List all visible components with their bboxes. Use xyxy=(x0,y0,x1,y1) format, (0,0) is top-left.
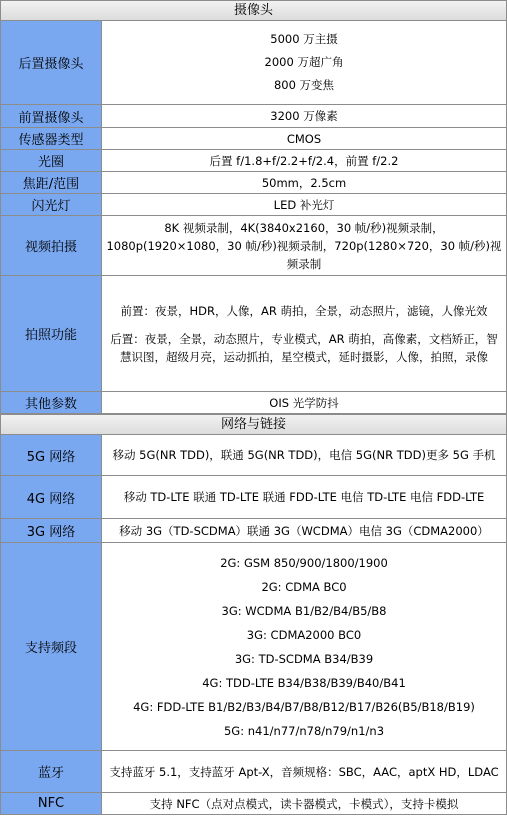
spec-value-line: LED 补光灯 xyxy=(273,197,335,212)
spec-value-line: 3G: TD-SCDMA B34/B39 xyxy=(234,651,374,666)
spec-label: 光圈 xyxy=(1,150,102,171)
spec-value xyxy=(102,216,506,275)
spec-label: 焦距/范围 xyxy=(1,172,102,193)
spec-value xyxy=(102,793,506,814)
spec-row-other-params xyxy=(0,392,507,414)
spec-value xyxy=(102,435,506,475)
spec-value-line: 2G: CDMA BC0 xyxy=(261,579,347,594)
section-header-network: 网络与链接 xyxy=(0,414,507,435)
spec-value-line: 后置：夜景，全景，动态照片，专业模式，AR 萌拍，高像素，文档矫正，智慧识图，超级月亮，运动抓拍，星空模式，延时摄影，人像，拍照，录像 xyxy=(110,331,498,364)
spec-value xyxy=(102,751,506,792)
spec-value-line: 支持蓝牙 5.1，支持蓝牙 Apt-X，音频规格：SBC，AAC，aptX HD，LDAC xyxy=(109,764,499,779)
spec-value-line: 4G: TDD-LTE B34/B38/B39/B40/B41 xyxy=(202,675,406,690)
spec-value-line: 8K 视频录制，4K(3840x2160，30 帧/秒)视频录制，1080p(1920×1080，30 帧/秒)视频录制，720p(1280×720，30 帧/秒)视频录制 xyxy=(106,220,502,271)
spec-label: 4G 网络 xyxy=(1,476,102,518)
spec-value-line: 移动 TD-LTE 联通 TD-LTE 联通 FDD-LTE 电信 TD-LTE 电信 FDD-LTE xyxy=(123,490,485,504)
spec-label: 3G 网络 xyxy=(1,519,102,542)
spec-label: 传感器类型 xyxy=(1,128,102,149)
spec-label: 后置摄像头 xyxy=(1,21,102,104)
spec-label: 5G 网络 xyxy=(1,435,102,475)
spec-value xyxy=(102,194,506,215)
spec-row-4g-network xyxy=(0,476,507,519)
spec-value xyxy=(102,21,506,104)
spec-value-line: 3G: WCDMA B1/B2/B4/B5/B8 xyxy=(221,603,387,618)
spec-value xyxy=(102,519,506,542)
spec-value-line: 2G: GSM 850/900/1800/1900 xyxy=(220,555,388,570)
spec-value xyxy=(102,276,506,391)
spec-label: 支持频段 xyxy=(1,543,102,750)
spec-value-line: 移动 5G(NR TDD)，联通 5G(NR TDD)，电信 5G(NR TDD)更多 5G 手机 xyxy=(112,448,496,462)
spec-row-front-camera xyxy=(0,105,507,128)
spec-row-video-recording xyxy=(0,216,507,276)
spec-label: 其他参数 xyxy=(1,392,102,413)
spec-value-line: 4G: FDD-LTE B1/B2/B3/B4/B7/B8/B12/B17/B26(B5/B18/B19) xyxy=(133,699,475,714)
spec-value xyxy=(102,128,506,149)
spec-row-nfc xyxy=(0,793,507,815)
spec-value xyxy=(102,172,506,193)
spec-value-line: 后置 f/1.8+f/2.2+f/2.4，前置 f/2.2 xyxy=(209,153,399,168)
spec-value xyxy=(102,105,506,127)
spec-value-line: 5G: n41/n77/n78/n79/n1/n3 xyxy=(223,723,385,738)
spec-row-sensor-type xyxy=(0,128,507,150)
spec-label: 蓝牙 xyxy=(1,751,102,792)
spec-row-bluetooth xyxy=(0,751,507,793)
spec-value-line: 2000 万超广角 xyxy=(264,55,344,69)
spec-value-line: 3200 万像素 xyxy=(270,109,338,123)
spec-label: 闪光灯 xyxy=(1,194,102,215)
spec-row-rear-camera xyxy=(0,21,507,105)
spec-row-frequency-bands xyxy=(0,543,507,751)
spec-value-line: 800 万变焦 xyxy=(273,78,335,92)
spec-value-line: 50mm，2.5cm xyxy=(261,175,347,190)
spec-row-flash xyxy=(0,194,507,216)
spec-value-line: 移动 3G（TD-SCDMA）联通 3G（WCDMA）电信 3G（CDMA2000） xyxy=(119,523,489,538)
spec-value-line: 支持 NFC（点对点模式，读卡器模式，卡模式），支持卡模拟 xyxy=(149,796,459,811)
spec-label: 视频拍摄 xyxy=(1,216,102,275)
spec-value xyxy=(102,476,506,518)
spec-value-line: CMOS xyxy=(286,131,322,146)
spec-row-3g-network xyxy=(0,519,507,543)
spec-value-line: OIS 光学防抖 xyxy=(269,395,339,410)
spec-value-line: 3G: CDMA2000 BC0 xyxy=(246,627,362,642)
spec-value xyxy=(102,150,506,171)
spec-row-aperture xyxy=(0,150,507,172)
section-header-camera: 摄像头 xyxy=(0,0,507,21)
spec-value xyxy=(102,392,506,413)
spec-row-photo-features xyxy=(0,276,507,392)
spec-row-focal-range xyxy=(0,172,507,194)
spec-label: 拍照功能 xyxy=(1,276,102,391)
spec-label: NFC xyxy=(1,793,102,814)
spec-row-5g-network xyxy=(0,435,507,476)
spec-value-line: 5000 万主摄 xyxy=(270,32,338,46)
spec-label: 前置摄像头 xyxy=(1,105,102,127)
spec-value-line: 前置：夜景，HDR，人像，AR 萌拍，全景，动态照片，滤镜，人像光效 xyxy=(120,303,488,318)
spec-value xyxy=(102,543,506,750)
